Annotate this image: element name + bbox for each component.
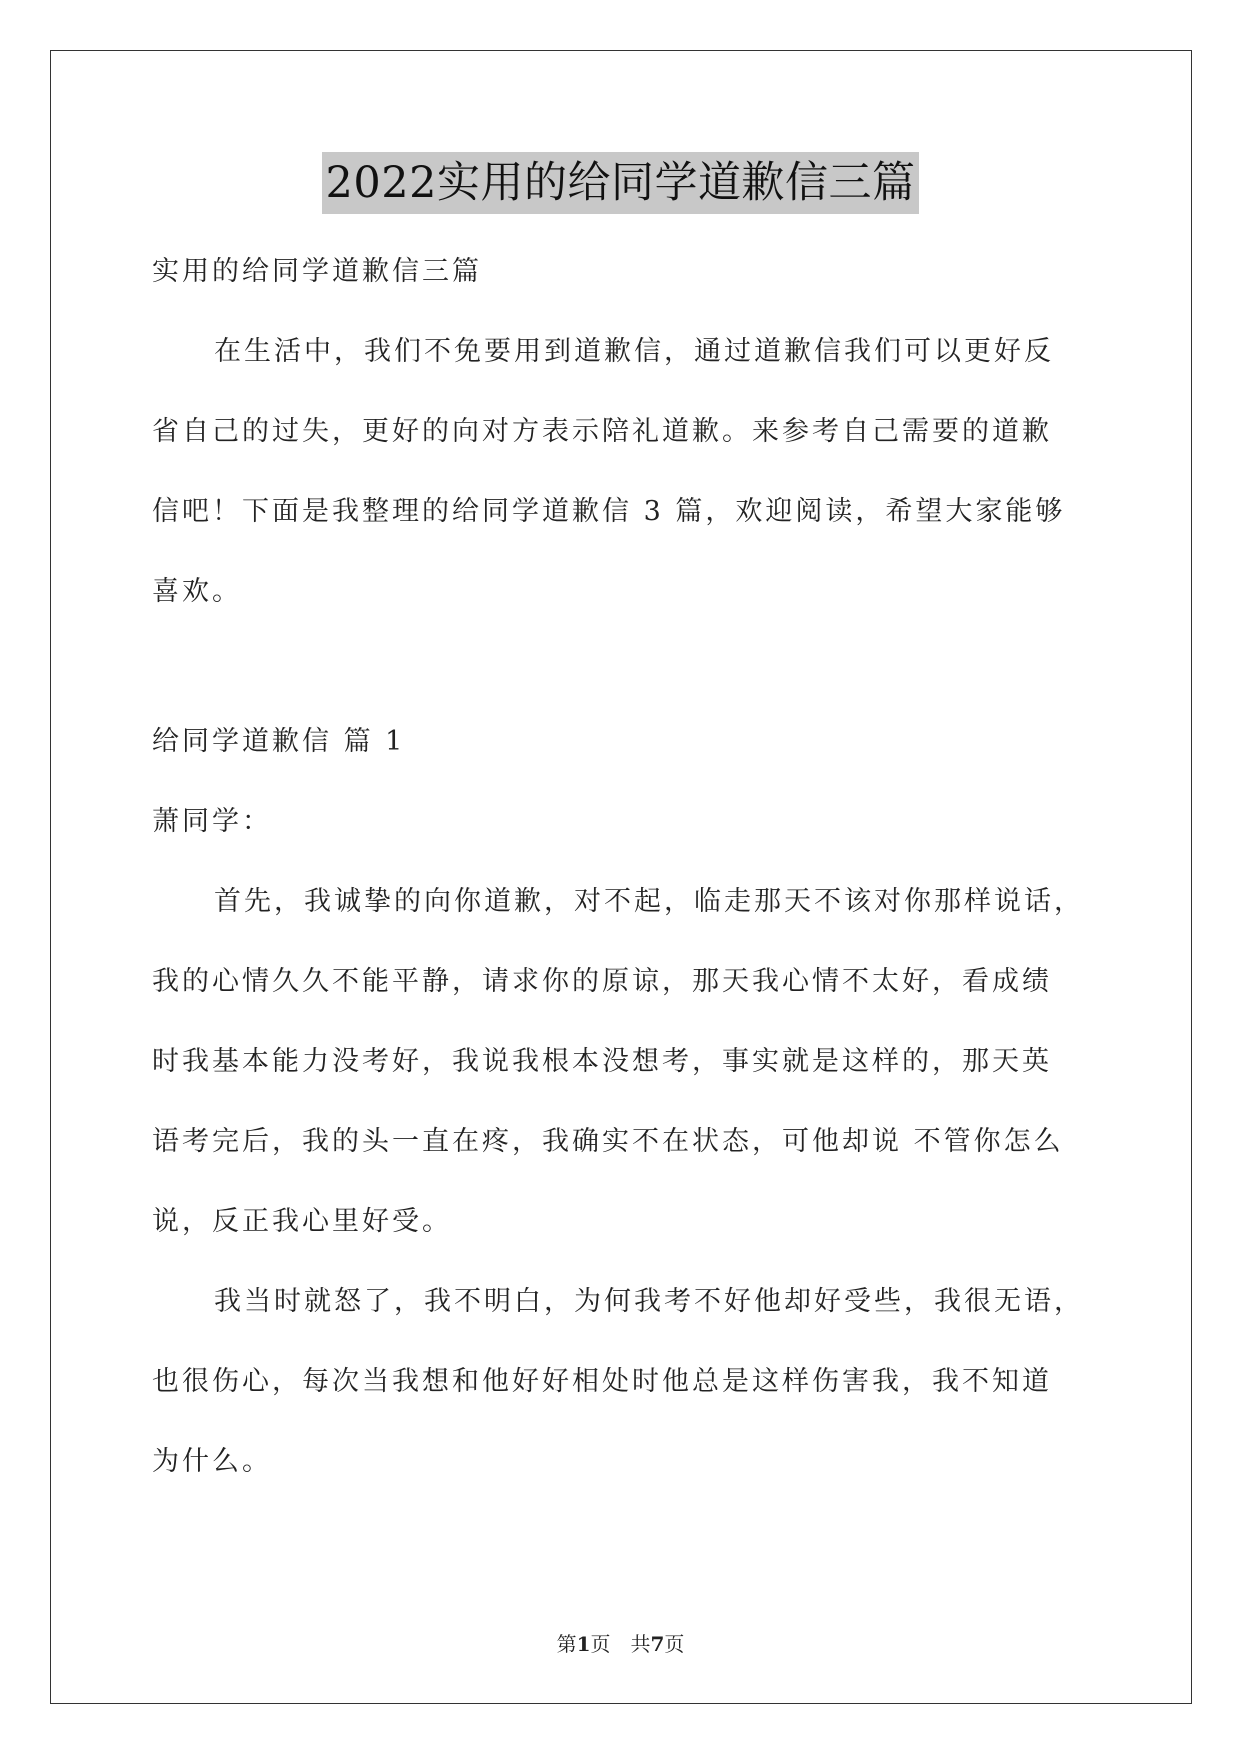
paragraph-line: 语考完后，我的头一直在疼，我确实不在状态，可他却说 不管你怎么 [152,1126,1064,1157]
section-heading: 给同学道歉信 篇 1 [152,726,406,757]
paragraph-line: 时我基本能力没考好，我说我根本没想考，事实就是这样的，那天英 [152,1046,1052,1077]
paragraph-line: 为什么。 [152,1446,272,1477]
paragraph-line: 我的心情久久不能平静，请求你的原谅，那天我心情不太好，看成绩 [152,966,1052,997]
paragraph-line: 也很伤心，每次当我想和他好好相处时他总是这样伤害我，我不知道 [152,1366,1052,1397]
intro-line: 在生活中，我们不免要用到道歉信，通过道歉信我们可以更好反 [214,336,1054,367]
intro-line: 省自己的过失，更好的向对方表示陪礼道歉。来参考自己需要的道歉 [152,416,1052,447]
document-body [152,232,1092,1502]
paragraph-line: 首先，我诚挚的向你道歉，对不起，临走那天不该对你那样说话， [214,886,1084,917]
footer-page-total: 7 [650,1632,665,1656]
page-footer [0,1628,1241,1657]
document-subtitle: 实用的给同学道歉信三篇 [152,256,482,287]
paragraph-line: 我当时就怒了，我不明白，为何我考不好他却好受些，我很无语， [214,1286,1084,1317]
document-title: 2022实用的给同学道歉信三篇 [322,152,920,214]
footer-page-number: 1 [576,1632,591,1656]
intro-line: 喜欢。 [152,576,242,607]
footer-page-suffix: 页 [664,1632,685,1656]
title-wrap [0,152,1241,214]
footer-page-mid: 页 共 [590,1632,651,1656]
section-gap [152,632,1092,702]
salutation: 萧同学： [152,806,272,837]
footer-page-prefix: 第 [556,1632,577,1656]
paragraph-line: 说，反正我心里好受。 [152,1206,452,1237]
intro-line: 信吧！下面是我整理的给同学道歉信 3 篇，欢迎阅读，希望大家能够 [152,496,1066,527]
